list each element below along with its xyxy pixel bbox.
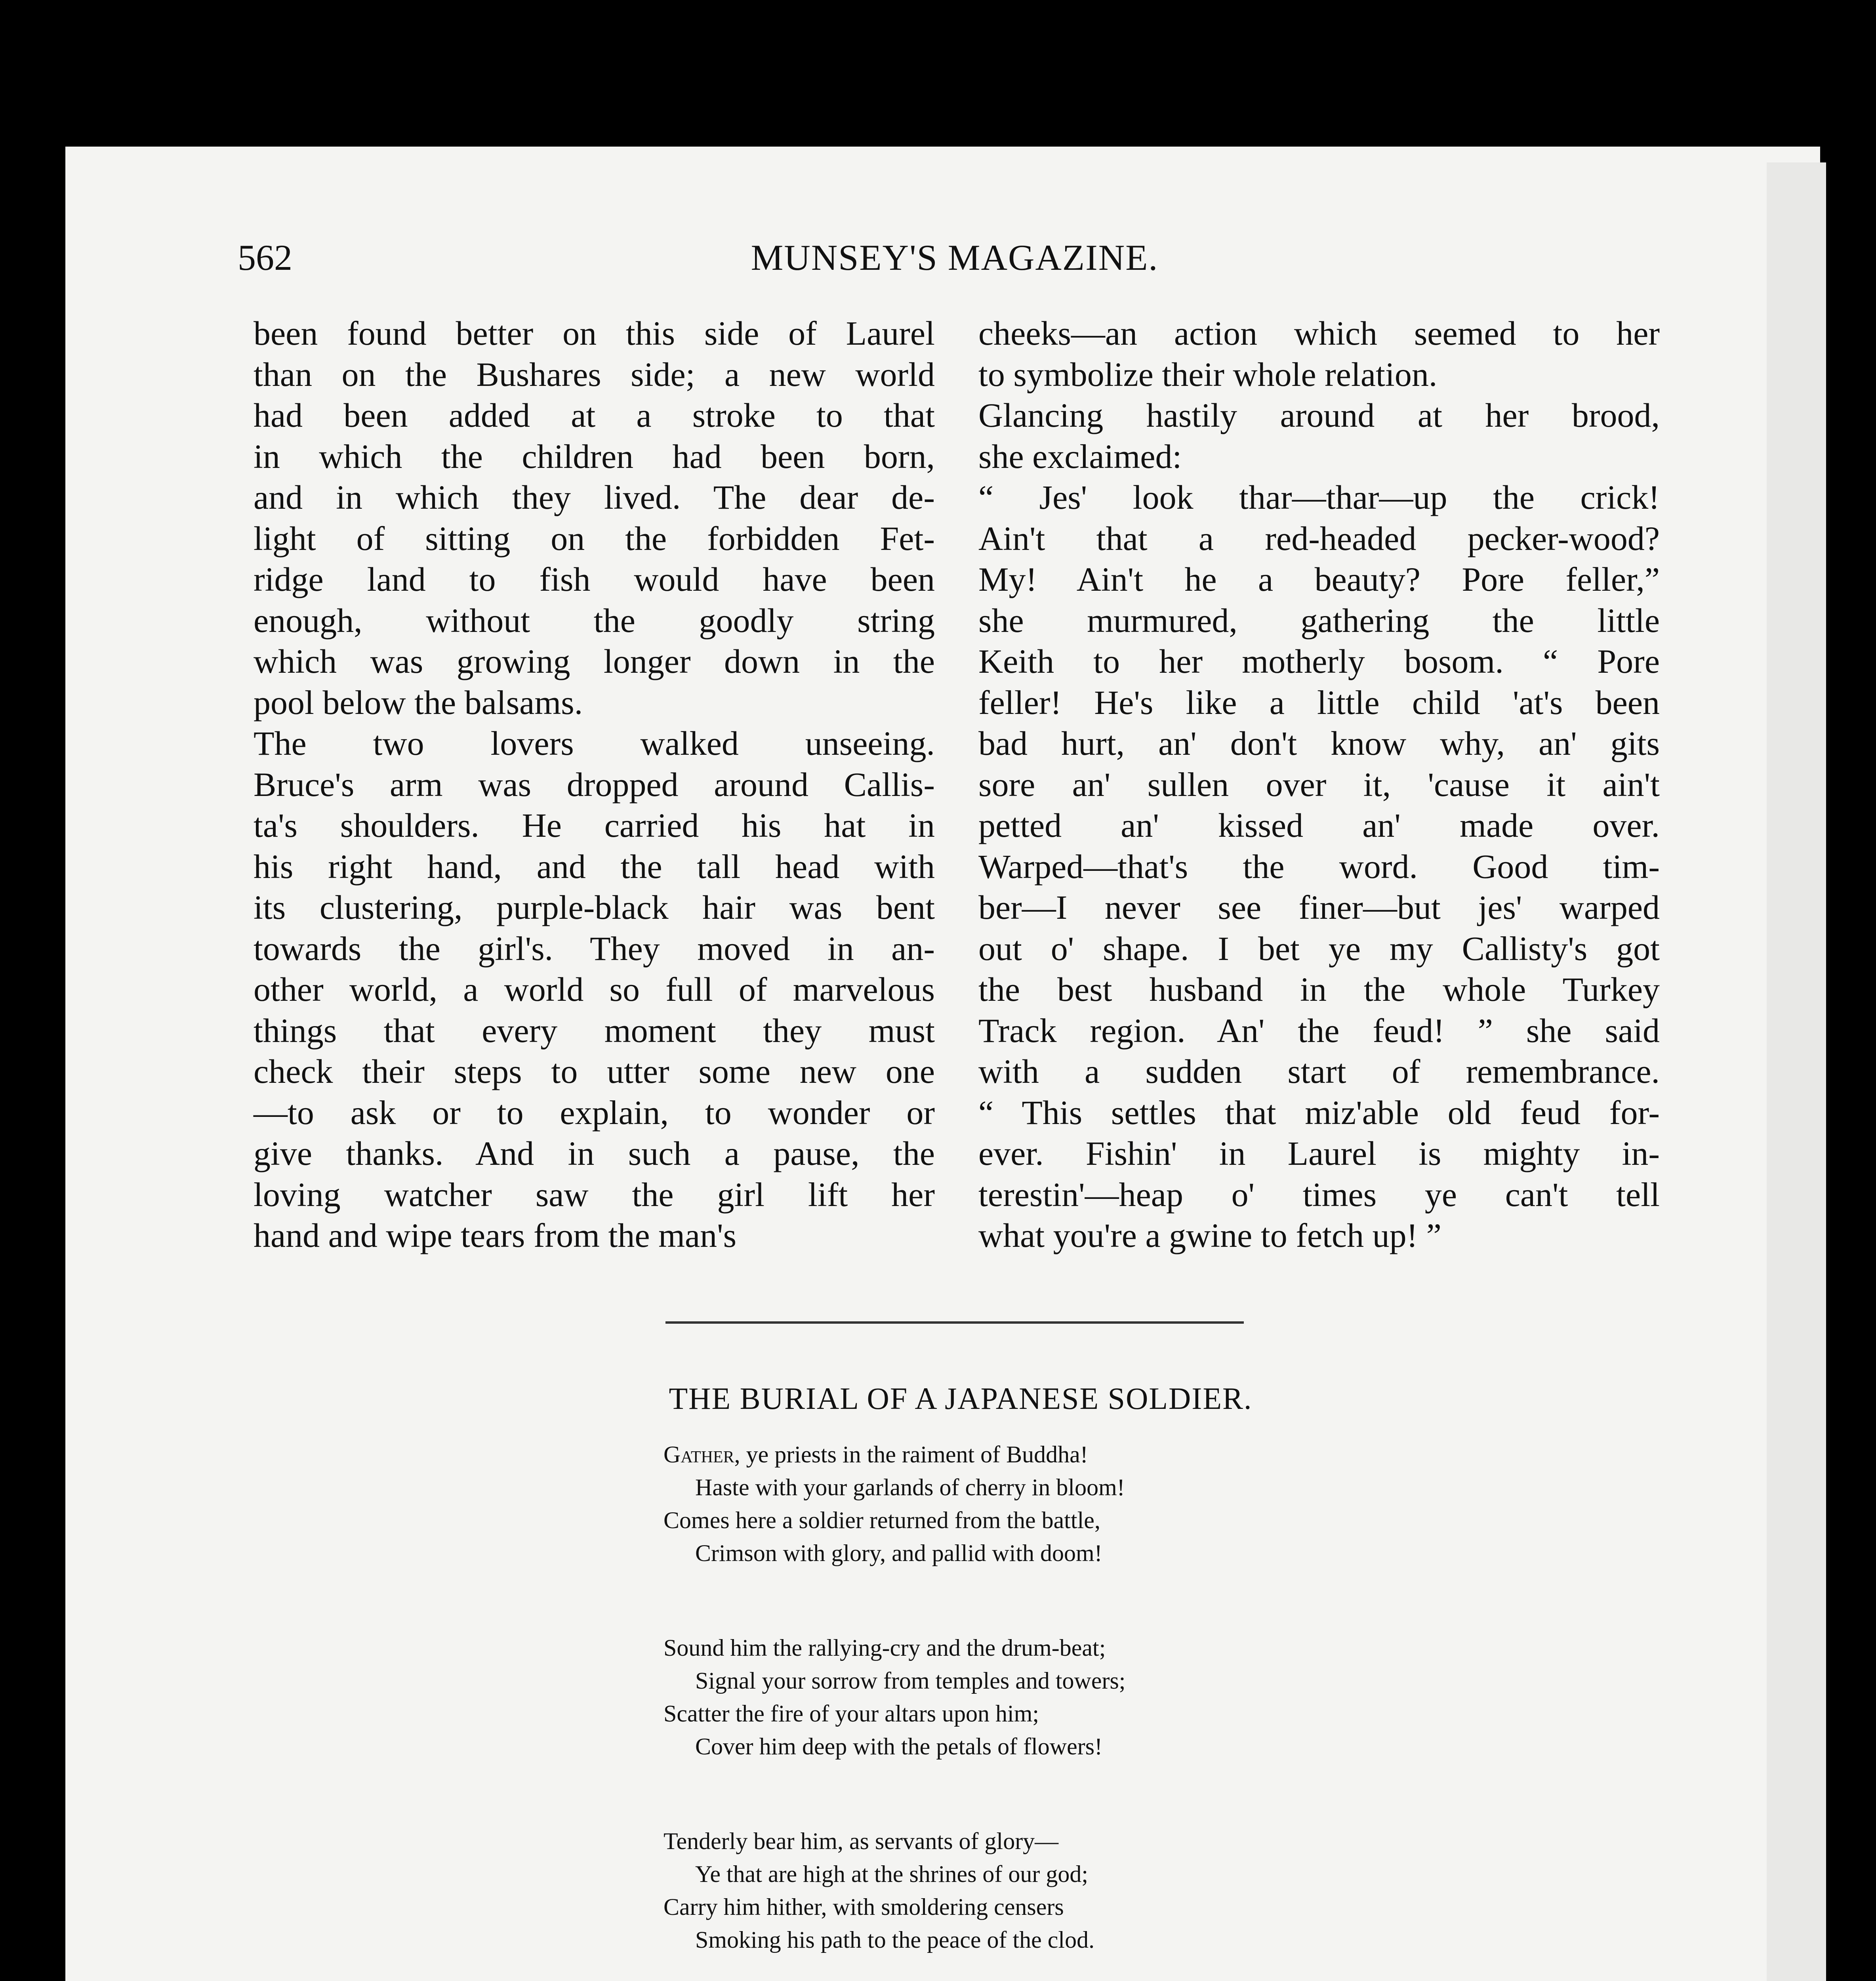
poem-line: Ye that are high at the shrines of our god; <box>695 1861 1089 1887</box>
text-line: “ Jes' look thar—thar—up the crick! <box>978 478 1660 516</box>
text-line: ta's shoulders. He carried his hat in <box>254 806 935 844</box>
poem-body <box>663 1438 1376 1981</box>
poem-line: Cover him deep with the petals of flowers! <box>695 1733 1103 1760</box>
poem-line: Tenderly bear him, as servants of glory— <box>663 1828 1059 1854</box>
text-line: terestin'—heap o' times ye can't tell <box>978 1175 1660 1214</box>
poem-line-text: ye priests in the raiment of Buddha! <box>740 1441 1088 1468</box>
poem-stanza <box>663 1632 1376 1763</box>
text-line: ber—I never see finer—but jes' warped <box>978 888 1660 926</box>
text-line: bad hurt, an' don't know why, an' gits <box>978 724 1660 762</box>
text-line: towards the girl's. They moved in an- <box>254 929 935 968</box>
text-line: My! Ain't he a beauty? Pore feller,” <box>978 560 1660 598</box>
text-line: been found better on this side of Laurel <box>254 314 935 352</box>
text-line: the best husband in the whole Turkey <box>978 970 1660 1008</box>
text-line: Track region. An' the feud! ” she said <box>978 1011 1660 1050</box>
text-line: Warped—that's the word. Good tim- <box>978 847 1660 886</box>
text-line: his right hand, and the tall head with <box>254 847 935 886</box>
poem-first-word: Gather, <box>663 1441 740 1468</box>
text-line: sore an' sullen over it, 'cause it ain't <box>978 765 1660 803</box>
text-line: enough, without the goodly string <box>254 601 935 639</box>
poem-line: Sound him the rallying-cry and the drum-beat; <box>663 1635 1106 1661</box>
text-line: ever. Fishin' in Laurel is mighty in- <box>978 1134 1660 1172</box>
text-line: feller! He's like a little child 'at's been <box>978 683 1660 721</box>
poem-line: Signal your sorrow from temples and towers; <box>695 1668 1126 1694</box>
magazine-title: MUNSEY'S MAGAZINE. <box>751 237 1159 278</box>
text-line: other world, a world so full of marvelous <box>254 970 935 1008</box>
text-line: Keith to her motherly bosom. “ Pore <box>978 642 1660 680</box>
text-line: The two lovers walked unseeing. <box>254 724 935 762</box>
text-line: things that every moment they must <box>254 1011 935 1050</box>
text-line: check their steps to utter some new one <box>254 1052 935 1090</box>
page-edge <box>1767 162 1826 1981</box>
text-line: its clustering, purple-black hair was bent <box>254 888 935 926</box>
text-line: Bruce's arm was dropped around Callis- <box>254 765 935 803</box>
text-line: to symbolize their whole relation. <box>978 355 1438 393</box>
poem-stanza <box>663 1825 1376 1956</box>
text-line: she exclaimed: <box>978 437 1182 475</box>
poem-stanza <box>663 1438 1376 1570</box>
text-line: what you're a gwine to fetch up! ” <box>978 1216 1441 1254</box>
text-line: hand and wipe tears from the man's <box>254 1216 737 1254</box>
text-line: with a sudden start of remembrance. <box>978 1052 1660 1090</box>
text-line: in which the children had been born, <box>254 437 935 475</box>
page-number: 562 <box>238 237 292 278</box>
poem-line: Comes here a soldier returned from the battle, <box>663 1507 1100 1533</box>
text-line: “ This settles that miz'able old feud for- <box>978 1093 1660 1132</box>
text-line: pool below the balsams. <box>254 683 583 721</box>
text-line: and in which they lived. The dear de- <box>254 478 935 516</box>
text-line: had been added at a stroke to that <box>254 396 935 434</box>
text-line: out o' shape. I bet ye my Callisty's got <box>978 929 1660 968</box>
text-line: —to ask or to explain, to wonder or <box>254 1093 935 1132</box>
poem-line: Carry him hither, with smoldering censers <box>663 1894 1064 1920</box>
text-line: light of sitting on the forbidden Fet- <box>254 519 935 557</box>
text-line: which was growing longer down in the <box>254 642 935 680</box>
left-column <box>254 313 935 1256</box>
text-line: Ain't that a red-headed pecker-wood? <box>978 519 1660 557</box>
text-line: ridge land to fish would have been <box>254 560 935 598</box>
text-line: than on the Bushares side; a new world <box>254 355 935 393</box>
poem-line: Crimson with glory, and pallid with doom! <box>695 1540 1102 1566</box>
poem-line: Haste with your garlands of cherry in bloom! <box>695 1474 1125 1500</box>
text-line: petted an' kissed an' made over. <box>978 806 1660 844</box>
poem-title: THE BURIAL OF A JAPANESE SOLDIER. <box>669 1381 1253 1416</box>
text-line: she murmured, gathering the little <box>978 601 1660 639</box>
text-line: loving watcher saw the girl lift her <box>254 1175 935 1214</box>
text-line: Glancing hastily around at her brood, <box>978 396 1660 434</box>
right-column <box>978 313 1660 1256</box>
text-line: give thanks. And in such a pause, the <box>254 1134 935 1172</box>
poem-line: Scatter the fire of your altars upon him; <box>663 1700 1039 1727</box>
text-line: cheeks—an action which seemed to her <box>978 314 1660 352</box>
poem-line <box>663 1438 1376 1471</box>
poem-line: Smoking his path to the peace of the clod. <box>695 1927 1095 1953</box>
section-divider <box>665 1321 1244 1324</box>
running-head <box>238 234 1672 281</box>
